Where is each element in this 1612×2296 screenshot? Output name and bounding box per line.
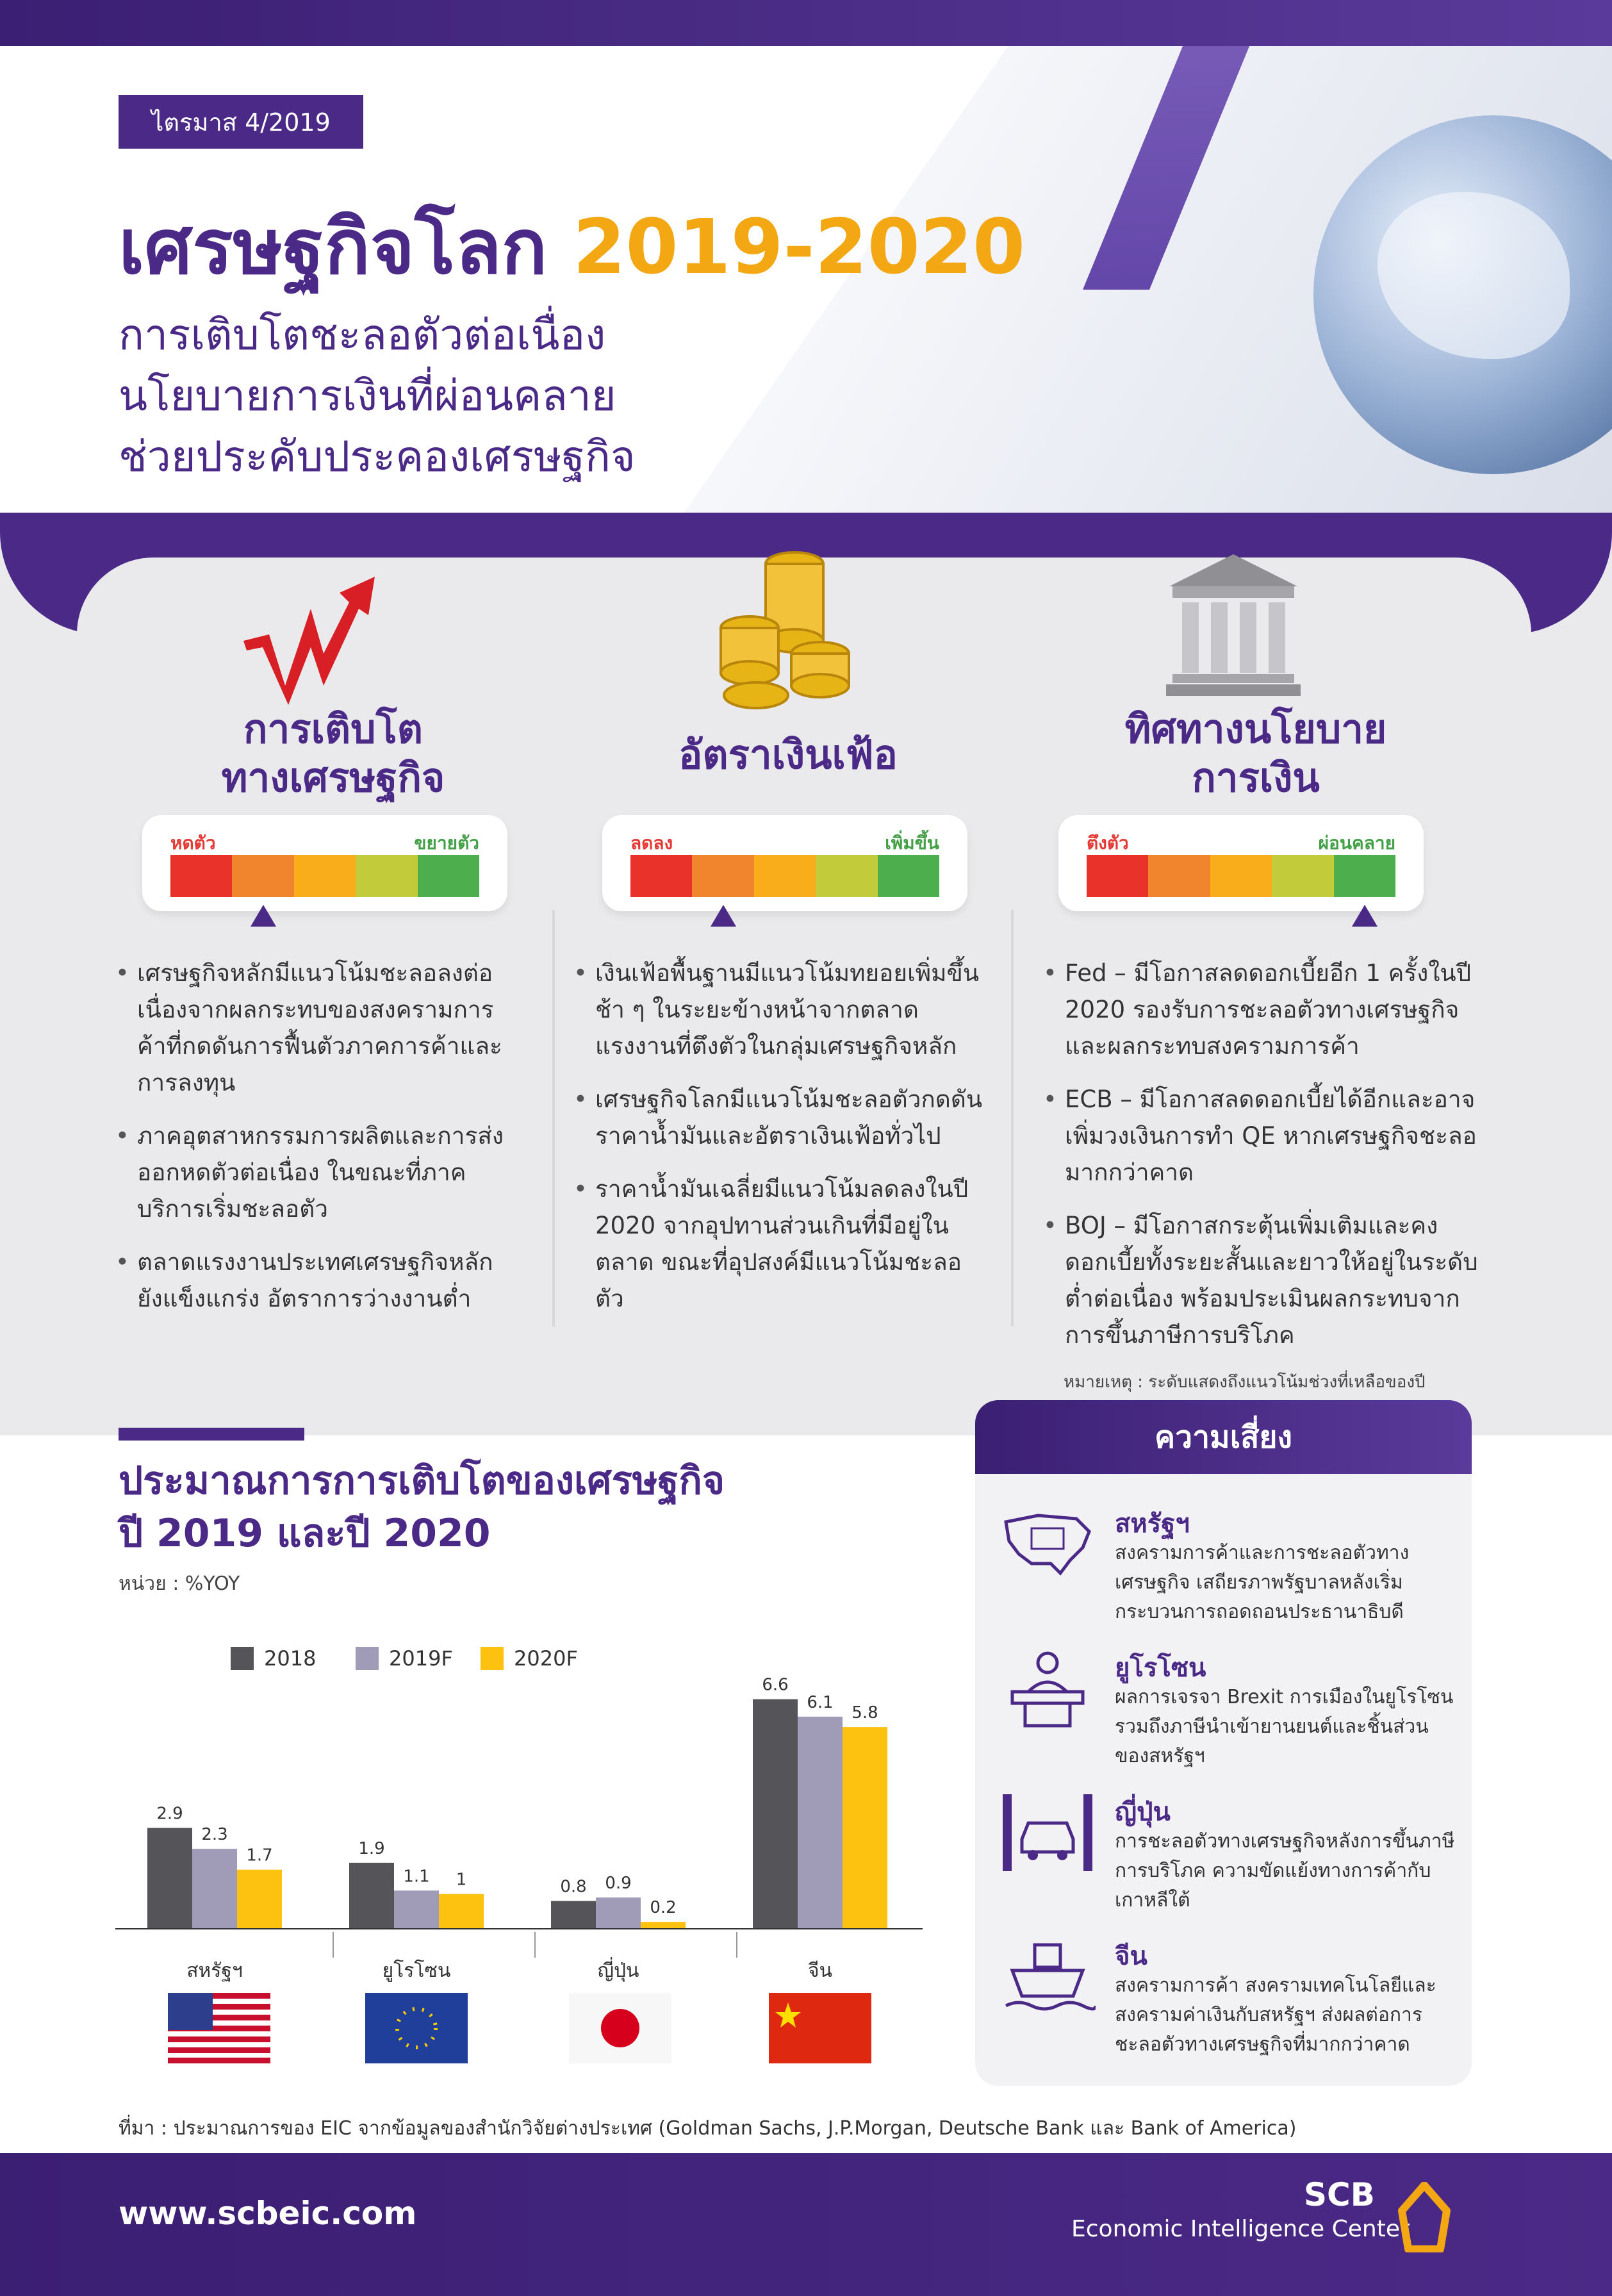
legend-swatch [356, 1647, 379, 1670]
inflation-bullet-1: • เงินเฟ้อพื้นฐานมีแนวโน้มทยอยเพิ่มขึ้นช้า ๆ ในระยะข้างหน้าจากตลาดแรงงานที่ตึงตัวในกลุ่มเศรษฐกิจหลัก [573, 955, 990, 1064]
legend-swatch [481, 1647, 504, 1670]
usa-map-icon [999, 1503, 1096, 1586]
data-label: 6.6 [762, 1675, 789, 1695]
growth-title-line-2: ทางเศรษฐกิจ [221, 754, 445, 801]
risk-item-china [999, 1935, 1461, 2063]
legend-swatch [231, 1647, 254, 1670]
category-label: สหรัฐฯ [186, 1960, 243, 1982]
gauge-pointer [711, 905, 736, 927]
growth-bar-chart [115, 1647, 935, 2006]
data-label: 1 [456, 1870, 467, 1890]
data-label: 0.8 [560, 1877, 587, 1897]
growth-gauge [142, 815, 507, 911]
bar [147, 1828, 192, 1929]
gauge-scale [630, 855, 939, 897]
risk-title-us: สหรัฐฯ [1115, 1509, 1190, 1539]
policy-bullet-2: • ECB – มีโอกาสลดดอกเบี้ยได้อีกและอาจเพิ่มวงเงินการทำ QE หากเศรษฐกิจชะลอมากกว่าคาด [1043, 1081, 1479, 1191]
risk-title-japan: ญี่ปุ่น [1115, 1797, 1171, 1827]
risk-title: ความเสี่ยง [975, 1400, 1472, 1474]
bar [192, 1849, 237, 1929]
gauge-pointer [1352, 905, 1378, 927]
legend-label: 2019F [389, 1647, 453, 1671]
bar [237, 1870, 282, 1929]
chart-title [119, 1455, 725, 1560]
gauge-high-label: ผ่อนคลาย [1318, 832, 1395, 854]
eu-flag-icon [365, 1993, 468, 2063]
gauge-pointer [251, 905, 276, 927]
policy-bullet-1: • Fed – มีโอกาสลดดอกเบี้ยอีก 1 ครั้งในปี 2020 รองรับการชะลอตัวทางเศรษฐกิจและผลกระทบสงครามการค้า [1043, 955, 1479, 1064]
gauge-low-label: ตึงตัว [1087, 832, 1129, 854]
inflation-bullet-3: • ราคาน้ำมันเฉลี่ยมีแนวโน้มลดลงในปี 2020 จากอุปทานส่วนเกินที่มีอยู่ในตลาด ขณะที่อุปสงค์มีแนวโน้มชะลอตัว [573, 1171, 990, 1317]
growth-title [173, 705, 493, 802]
bar [551, 1901, 596, 1929]
cargo-ship-icon [999, 1935, 1096, 2019]
gauge-scale [1087, 855, 1395, 897]
inflation-bullets [573, 955, 990, 1334]
coins-icon [711, 545, 859, 711]
gauge-note: หมายเหตุ : ระดับแสดงถึงแนวโน้มช่วงที่เหลือของปี [1064, 1373, 1426, 1392]
car-lift-icon [999, 1791, 1096, 1874]
policy-bullets [1043, 955, 1479, 1370]
growth-bullets [115, 955, 513, 1334]
us-flag-icon [168, 1993, 270, 2063]
source-note: ที่มา : ประมาณการของ EIC จากข้อมูลของสำนักวิจัยต่างประเทศ (Goldman Sachs, J.P.Morgan, Deutsche Bank และ Bank of America) [119, 2117, 1297, 2140]
risk-item-eurozone [999, 1647, 1461, 1775]
footer-unit-name: Economic Intelligence Center [1071, 2216, 1410, 2242]
risk-text-japan: การชะลอตัวทางเศรษฐกิจหลังการขึ้นภาษีการบริโภค ความขัดแย้งทางการค้ากับเกาหลีใต้ [1115, 1830, 1455, 1912]
policy-bullet-3: • BOJ – มีโอกาสกระตุ้นเพิ่มเติมและคงดอกเบี้ยทั้งระยะสั้นและยาวให้อยู่ในระดับต่ำต่อเนื่อง พร้อมประเมินผลกระทบจากการขึ้นภาษีการบริโภค [1043, 1207, 1479, 1353]
policy-title-line-1: ทิศทางนโยบาย [1124, 706, 1387, 752]
policy-gauge [1058, 815, 1424, 911]
category-label: ญี่ปุ่น [597, 1960, 639, 1982]
inflation-gauge [602, 815, 967, 911]
data-label: 1.1 [403, 1867, 430, 1887]
inflation-bullet-2: • เศรษฐกิจโลกมีแนวโน้มชะลอตัวกดดันราคาน้ำมันและอัตราเงินเฟ้อทั่วไป [573, 1081, 990, 1154]
inflation-title-line-1: อัตราเงินเฟ้อ [679, 731, 898, 778]
footer-brand: SCB [1304, 2176, 1375, 2213]
growth-bullet-2: • ภาคอุตสาหกรรมการผลิตและการส่งออกหดตัวต่อเนื่อง ในขณะที่ภาคบริการเริ่มชะลอตัว [115, 1118, 513, 1227]
data-label: 0.2 [650, 1898, 677, 1918]
scb-logo-icon [1395, 2182, 1453, 2252]
growth-bullet-3: • ตลาดแรงงานประเทศเศรษฐกิจหลักยังแข็งแกร่ง อัตราการว่างงานต่ำ [115, 1244, 513, 1317]
subtitle-line-1: การเติบโตชะลอตัวต่อเนื่อง [119, 310, 606, 359]
chart-title-line-2: ปี 2019 และปี 2020 [119, 1511, 491, 1556]
data-label: 0.9 [605, 1874, 632, 1894]
bar [394, 1890, 439, 1929]
gauge-scale [170, 855, 479, 897]
legend-label: 2020F [514, 1647, 578, 1671]
risk-text-eurozone: ผลการเจรจา Brexit การเมืองในยูโรโซน รวมถึงภาษีนำเข้ายานยนต์และชิ้นส่วนของสหรัฐฯ [1115, 1686, 1454, 1767]
risk-item-us [999, 1503, 1461, 1631]
bar [439, 1894, 484, 1929]
data-label: 6.1 [807, 1692, 834, 1712]
data-label: 2.3 [201, 1825, 228, 1845]
category-label: ยูโรโซน [382, 1960, 451, 1982]
bar [753, 1699, 798, 1929]
footer-url-link[interactable]: www.scbeic.com [119, 2195, 417, 2232]
data-label: 5.8 [851, 1703, 878, 1723]
bank-building-icon [1166, 551, 1301, 698]
growth-bullet-1: • เศรษฐกิจหลักมีแนวโน้มชะลอลงต่อเนื่องจากผลกระทบของสงครามการค้าที่กดดันการฟื้นตัวภาคการค้าและการลงทุน [115, 955, 513, 1101]
bar [596, 1897, 641, 1929]
category-label: จีน [807, 1960, 833, 1982]
risk-title-eurozone: ยูโรโซน [1115, 1653, 1206, 1683]
page-title [119, 186, 1025, 306]
bar [641, 1922, 686, 1929]
title-year: 2019-2020 [573, 202, 1026, 291]
data-label: 2.9 [156, 1804, 183, 1824]
gauge-low-label: ลดลง [630, 832, 673, 854]
gauge-high-label: ขยายตัว [414, 832, 479, 854]
chart-title-line-1: ประมาณการการเติบโตของเศรษฐกิจ [119, 1458, 725, 1503]
bar [798, 1717, 843, 1929]
risk-text-china: สงครามการค้า สงครามเทคโนโลยีและสงครามค่าเงินกับสหรัฐฯ ส่งผลต่อการชะลอตัวทางเศรษฐกิจที่มากกว่าคาด [1115, 1974, 1436, 2056]
bar [349, 1863, 394, 1929]
risk-text-us: สงครามการค้าและการชะลอตัวทางเศรษฐกิจ เสถียรภาพรัฐบาลหลังเริ่มกระบวนการถอดถอนประธานาธิบดี [1115, 1542, 1410, 1623]
legend-label: 2018 [264, 1647, 317, 1671]
chart-unit: หน่วย : %YOY [119, 1573, 240, 1595]
title-text: เศรษฐกิจโลก [119, 202, 548, 291]
column-divider [552, 910, 555, 1326]
gauge-low-label: หดตัว [170, 832, 216, 854]
policy-title [1076, 705, 1435, 802]
growth-arrow-icon [237, 564, 378, 705]
risk-item-japan [999, 1791, 1461, 1919]
bar [843, 1727, 887, 1929]
speaker-podium-icon [999, 1647, 1096, 1730]
subtitle-line-2: นโยบายการเงินที่ผ่อนคลาย [119, 371, 616, 420]
gauge-high-label: เพิ่มขึ้น [885, 832, 939, 854]
column-divider [1011, 910, 1014, 1326]
japan-flag-icon [569, 1993, 671, 2063]
risk-title-china: จีน [1115, 1942, 1147, 1971]
chart-title-rule [119, 1428, 304, 1441]
quarter-badge: ไตรมาส 4/2019 [119, 95, 363, 149]
subtitle-line-3: ช่วยประคับประคองเศรษฐกิจ [119, 432, 636, 481]
china-flag-icon [769, 1993, 871, 2063]
growth-title-line-1: การเติบโต [243, 706, 424, 752]
data-label: 1.7 [246, 1846, 273, 1865]
inflation-title [628, 731, 948, 779]
policy-title-line-2: การเงิน [1192, 754, 1320, 801]
top-bar [0, 0, 1612, 46]
data-label: 1.9 [358, 1838, 385, 1858]
